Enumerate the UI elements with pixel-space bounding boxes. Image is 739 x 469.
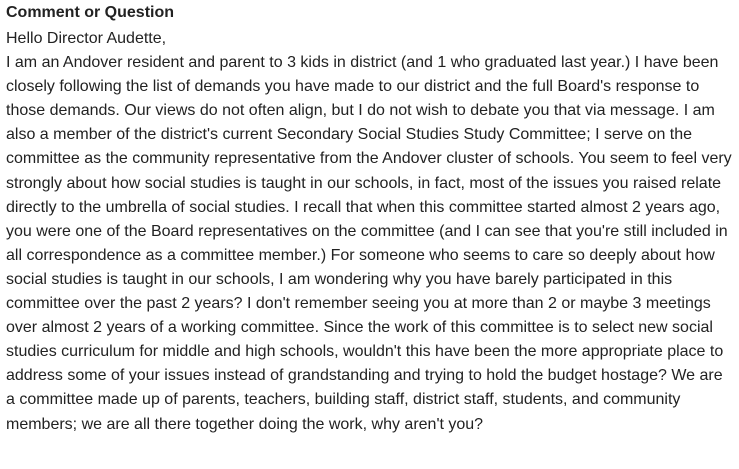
comment-body: I am an Andover resident and parent to 3 kids in district (and 1 who graduated last year.) I have been closely following the list of demands you have made to our district and the full Board's response to those demands. Our views do not often align, but I do not wish to debate you that via message. I am also a member of the district's current Secondary Social Studies Study Committee; I serve on the committee as the community representative from the Andover cluster of schools. You seem to feel very strongly about how social studies is taught in our schools, in fact, most of the issues you raised relate directly to the umbrella of social studies. I recall that when this committee started almost 2 years ago, you were one of the Board representatives on the committee (and I can see that you're still included in all correspondence as a committee member.) For someone who seems to care so deeply about how social studies is taught in our schools, I am wondering why you have barely participated in this committee over the past 2 years? I don't remember seeing you at more than 2 or maybe 3 meetings over almost 2 years of a working committee. Since the work of this committee is to select new social studies curriculum for middle and high schools, wouldn't this have been the more appropriate place to address some of your issues instead of grandstanding and trying to hold the budget hostage? We are a committee made up of parents, teachers, building staff, district staff, students, and community members; we are all there together doing the work, why aren't you? [6,54,732,433]
field-label: Comment or Question [6,4,175,21]
comment-text [6,27,733,437]
comment-greeting: Hello Director Audette, [6,30,167,47]
